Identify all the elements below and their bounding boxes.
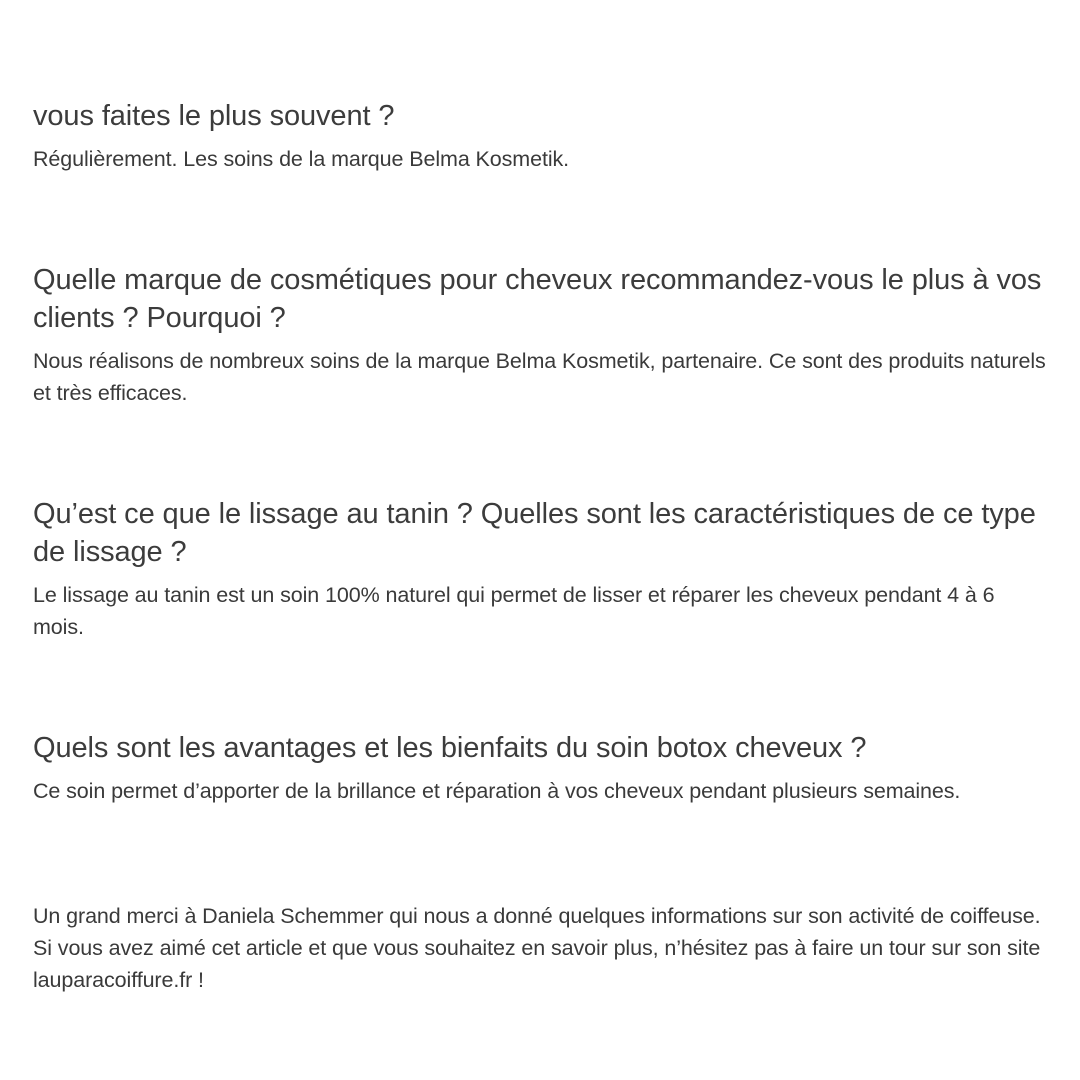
answer-text: Ce soin permet d’apporter de la brillance et réparation à vos cheveux pendant plusieurs semaines. bbox=[33, 779, 961, 803]
qa-block-4 bbox=[33, 729, 1047, 807]
qa-block-2 bbox=[33, 261, 1047, 409]
qa-block-1 bbox=[33, 97, 1047, 175]
question-heading: vous faites le plus souvent ? bbox=[33, 100, 395, 132]
answer-text: Régulièrement. Les soins de la marque Belma Kosmetik. bbox=[33, 147, 570, 171]
answer-text: Nous réalisons de nombreux soins de la marque Belma Kosmetik, partenaire. Ce sont des produits naturels et très efficaces. bbox=[33, 349, 1046, 405]
qa-block-3 bbox=[33, 495, 1047, 643]
answer-text: Le lissage au tanin est un soin 100% naturel qui permet de lisser et réparer les cheveux pendant 4 à 6 mois. bbox=[33, 583, 995, 639]
closing-paragraph: Un grand merci à Daniela Schemmer qui nous a donné quelques informations sur son activité de coiffeuse. Si vous avez aimé cet article et que vous souhaitez en savoir plus, n’hésitez pas à faire un tour sur son site lauparacoiffure.fr ! bbox=[33, 904, 1041, 992]
question-heading: Quels sont les avantages et les bienfaits du soin botox cheveux ? bbox=[33, 732, 867, 764]
closing-paragraph-container bbox=[33, 900, 1047, 992]
question-heading: Qu’est ce que le lissage au tanin ? Quelles sont les caractéristiques de ce type de lissage ? bbox=[33, 498, 1036, 568]
question-heading: Quelle marque de cosmétiques pour cheveux recommandez-vous le plus à vos clients ? Pourquoi ? bbox=[33, 264, 1042, 334]
